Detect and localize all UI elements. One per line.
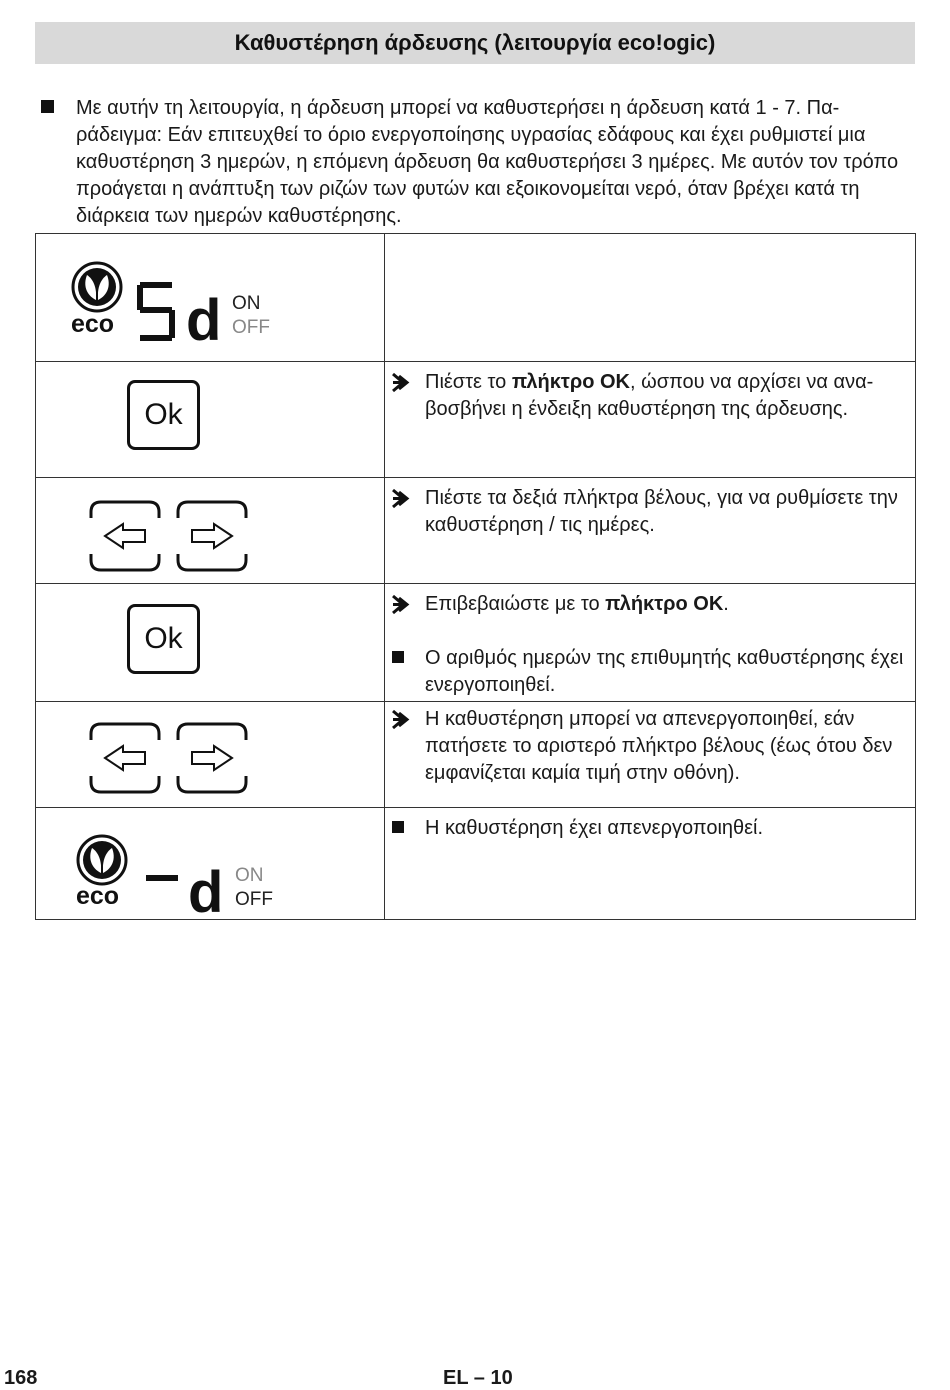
delay-unit-d: d	[188, 860, 224, 925]
step3-result-text: Ο αριθμός ημερών της επιθυμητής καθυστέρησης έχει ενεργοποιηθεί.	[425, 647, 904, 696]
step-result	[385, 815, 915, 842]
on-off-indicator	[232, 292, 270, 340]
delay-unit-d: d	[186, 288, 222, 353]
square-bullet-icon	[389, 815, 413, 842]
on-off-indicator	[235, 864, 273, 912]
on-label: ON	[235, 865, 264, 886]
display-illustration-delay-off	[36, 808, 385, 925]
step-instruction	[385, 591, 915, 618]
step-cell	[385, 584, 916, 702]
ok-key-icon: Ok	[127, 380, 200, 450]
step-instruction	[385, 369, 915, 423]
empty-cell	[385, 234, 916, 362]
table-row	[36, 478, 916, 584]
step-result	[385, 645, 915, 699]
display-illustration-delay-on	[36, 234, 385, 362]
left-arrow-key-icon	[89, 500, 161, 572]
on-label: ON	[232, 293, 261, 314]
arrow-right-icon	[389, 706, 413, 733]
arrow-right-icon	[389, 485, 413, 512]
arrow-keys-cell	[36, 478, 385, 584]
table-row	[36, 584, 916, 702]
arrow-keys-cell	[36, 702, 385, 808]
right-arrow-key-icon	[176, 500, 248, 572]
step5-result-text: Η καθυστέρηση έχει απενεργοποιηθεί.	[425, 817, 764, 839]
leaf-circle-icon	[76, 834, 128, 886]
step4-text: Η καθυστέρηση μπορεί να απενεργοποιηθεί, εάν πατήσετε το αριστερό πλήκτρο βέλους (έως ότου δεν εμφανίζεται καμία τιμή στην οθόνη).	[425, 708, 893, 784]
seven-segment-dash	[144, 872, 180, 884]
arrow-right-icon	[389, 369, 413, 396]
intro-paragraph	[38, 95, 918, 230]
step-cell	[385, 362, 916, 478]
step-cell	[385, 808, 916, 920]
step-cell	[385, 478, 916, 584]
step3-key-name: πλήκτρο OK	[605, 593, 724, 615]
seven-segment-digit	[136, 282, 176, 342]
ok-key-cell	[36, 584, 385, 702]
section-heading: Καθυστέρηση άρδευσης (λειτουργία eco!ogic)	[35, 22, 915, 64]
left-arrow-key-icon	[89, 722, 161, 794]
table-row	[36, 808, 916, 920]
step1-key-name: πλήκτρο OK	[511, 371, 630, 393]
off-label: OFF	[232, 317, 270, 338]
page-number: 168	[4, 1367, 38, 1389]
table-row	[36, 702, 916, 808]
step-instruction	[385, 485, 915, 539]
language-code: EL	[443, 1367, 469, 1389]
square-bullet-icon	[41, 100, 54, 113]
step2-text: Πιέστε τα δεξιά πλήκτρα βέλους, για να ρυθμίσετε την καθυστέρηση / τις ημέρες.	[425, 487, 898, 536]
step-instruction	[385, 706, 915, 787]
intro-text: Με αυτήν τη λειτουργία, η άρδευση μπορεί να καθυστερήσει η άρδευση κατά 1 - 7. Πα-ράδειγμα: Εάν επιτευχθεί το όριο ενεργοποίησης υγρασίας εδάφους και έχει ρυθμιστεί μια καθυστέρηση 3 ημερών, η επόμενη άρδευση θα καθυστερήσει 3 ημέρες. Με αυτόν τον τρόπο προάγεται η ανάπτυξη των ριζών των φυτών και εξοικονομείται νερό, όταν βρέχει κατά τη διάρκεια των ημερών καθυστέρησης.	[76, 97, 899, 227]
square-bullet-icon	[389, 645, 413, 672]
step3-text-b: .	[723, 593, 729, 615]
step1-text-a: Πιέστε το	[425, 371, 512, 393]
table-row	[36, 234, 916, 362]
eco-label: eco	[76, 882, 120, 910]
eco-label: eco	[71, 310, 115, 338]
steps-table	[35, 233, 916, 925]
right-arrow-key-icon	[176, 722, 248, 794]
ok-key-cell	[36, 362, 385, 478]
table-row	[36, 362, 916, 478]
off-label: OFF	[235, 889, 273, 910]
step3-text-a: Επιβεβαιώστε με το	[425, 593, 606, 615]
step1-text-b: , ώσπου να αρχίσει να ανα-βοσβήνει η ένδειξη καθυστέρηση της άρδευσης.	[425, 371, 874, 420]
ok-key-icon: Ok	[127, 604, 200, 674]
step-cell	[385, 702, 916, 808]
leaf-circle-icon	[71, 261, 123, 313]
section-number: – 10	[473, 1367, 513, 1389]
arrow-right-icon	[389, 591, 413, 618]
